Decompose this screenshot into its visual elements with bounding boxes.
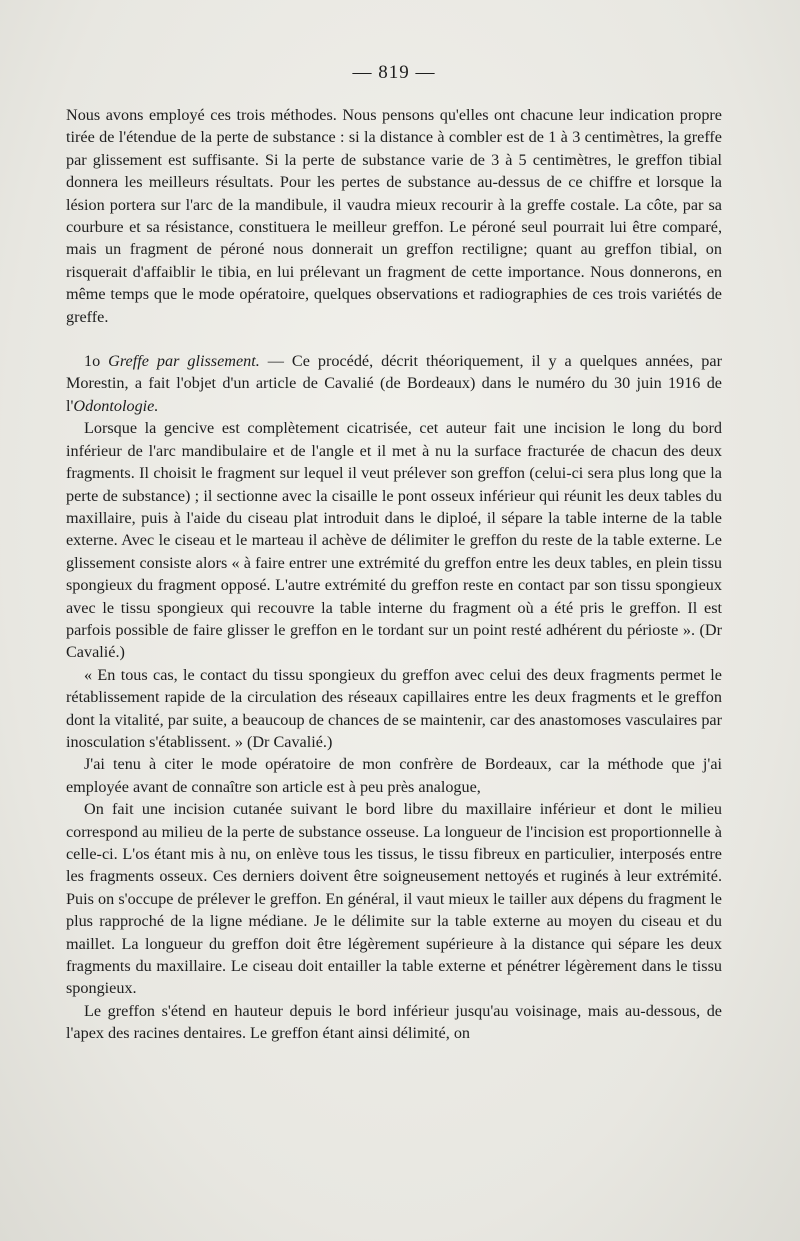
paragraph-section-heading	[66, 350, 722, 417]
paragraph-cavalie-quote: « En tous cas, le contact du tissu spongieux du greffon avec celui des deux fragments permet le rétablissement rapide de la circulation des réseaux capillaires entre les deux fragments et le greffon dont la vitalité, par suite, a beaucoup de chances de se maintenir, car des anastomoses vasculaires par inosculation s'établissent. » (Dr Cavalié.)	[66, 665, 722, 751]
page-body	[66, 104, 722, 1045]
page-number: — 819 —	[352, 62, 436, 83]
paragraph-graft-height: Le greffon s'étend en hauteur depuis le bord inférieur jusqu'au voisinage, mais au-dessous, de l'apex des racines dentaires. Le greffon étant ainsi délimité, on	[66, 1001, 722, 1043]
journal-title: Odontologie.	[73, 396, 159, 415]
section-intro-text: — Ce procédé, décrit théoriquement, il y a quelques années, par Morestin, a fait l'objet d'un article de Cavalié (de Bordeaux) dans le numéro du 30 juin 1916 de l'	[66, 352, 722, 415]
paragraph-methods-overview: Nous avons employé ces trois méthodes. Nous pensons qu'elles ont chacune leur indication propre tirée de l'étendue de la perte de substance : si la distance à combler est de 1 à 3 centimètres, la greffe par glissement est suffisante. Si la perte de substance varie de 3 à 5 centimètres, le greffon tibial donnera les meilleurs résultats. Pour les pertes de substance au-dessus de ce chiffre et lorsque la lésion portera sur l'arc de la mandibule, il vaudra mieux recourir à la greffe costale. La côte, par sa courbure et sa résistance, constituera le meilleur greffon. Le péroné seul pourrait lui être comparé, mais un fragment de péroné nous donnerait un greffon rectiligne; quant au greffon tibial, on risquerait d'affaiblir le tibia, en lui prélevant un fragment de cette importance. Nous donnerons, en même temps que le mode opératoire, quelques observations et radiographies de ces trois variétés de greffe.	[66, 106, 722, 326]
paragraph-author-method: On fait une incision cutanée suivant le bord libre du maxillaire inférieur et dont le milieu correspond au milieu de la perte de substance osseuse. La longueur de l'incision est proportionnelle à celle-ci. L'os étant mis à nu, on enlève tous les tissus, le tissu fibreux en particulier, interposés entre les fragments osseux. Ces derniers doivent être soigneusement nettoyés et ruginés à leur extrémité. Puis on s'occupe de prélever le greffon. En général, il vaut mieux le tailler aux dépens du fragment le plus rapproché de la ligne médiane. Je le délimite sur la table externe au moyen du ciseau et du maillet. La longueur du greffon doit être légèrement supérieure à la distance qui sépare les deux fragments du maxillaire. Le ciseau doit entailler la table externe et pénétrer légèrement dans le tissu spongieux.	[66, 800, 722, 998]
paragraph-author-note: J'ai tenu à citer le mode opératoire de mon confrère de Bordeaux, car la méthode que j'ai employée avant de connaître son article est à peu près analogue,	[66, 755, 722, 796]
section-title: Greffe par glissement.	[108, 352, 260, 371]
paragraph-cavalie-procedure: Lorsque la gencive est complètement cicatrisée, cet auteur fait une incision le long du bord inférieur de l'arc mandibulaire et de l'angle et il met à nu la surface fracturée de chacun des deux fragments. Il choisit le fragment sur lequel il veut prélever son greffon (celui-ci sera plus long que la perte de substance) ; il sectionne avec la cisaille le pont osseux inférieur qui réunit les deux tables du maxillaire, puis à l'aide du ciseau plat introduit dans le diploé, il sépare la table interne de la table externe. Avec le ciseau et le marteau il achève de délimiter le greffon du reste de la table externe. Le glissement consiste alors « à faire entrer une extrémité du greffon entre les deux tables, en plein tissu spongieux du fragment opposé. L'autre extrémité du greffon reste en contact par son tissu spongieux avec le tissu spongieux qui recouvre la table interne du fragment où a été pris le greffon. Il est parfois possible de faire glisser le greffon en le tordant sur un point resté adhérent du périoste ». (Dr Cavalié.)	[66, 419, 722, 662]
section-number: 1o	[84, 352, 109, 371]
